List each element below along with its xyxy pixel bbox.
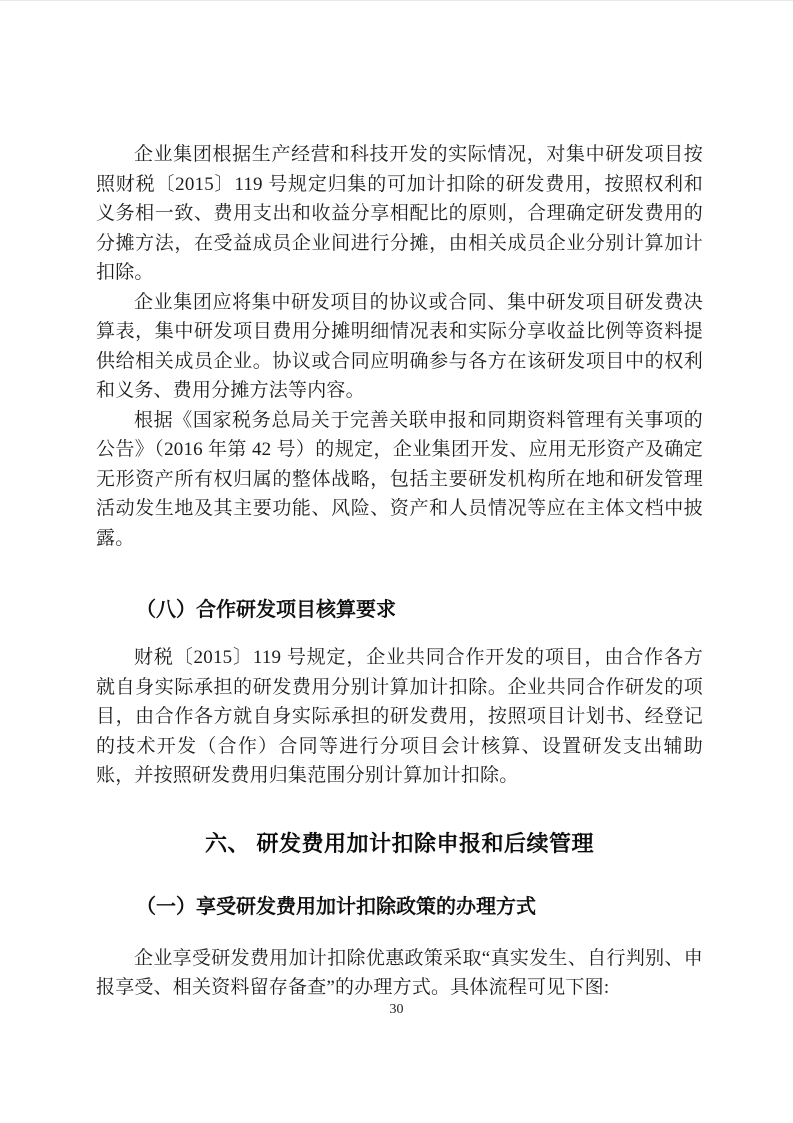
section-heading-1-filing-method: （一）享受研发费用加计扣除政策的办理方式 (136, 895, 536, 918)
paragraph-centralized-rd-allocation: 企业集团根据生产经营和科技开发的实际情况，对集中研发项目按照财税〔2015〕119 号规定归集的可加计扣除的研发费用，按照权利和义务相一致、费用支出和收益分享相配比的原则，合理确定研发费用的分摊方法，在受益成员企业间进行分摊，由相关成员企业分别计算加计扣除。 (96, 144, 703, 283)
paragraph-cooperative-rd-rules: 财税〔2015〕119 号规定，企业共同合作开发的项目，由合作各方就自身实际承担的研发费用分别计算加计扣除。企业共同合作研发的项目，由合作各方就自身实际承担的研发费用，按照项目计划书、经登记的技术开发（合作）合同等进行分项目会计核算、设置研发支出辅助账，并按照研发费用归集范围分别计算加计扣除。 (96, 647, 703, 786)
section-heading-8-cooperative-rd-accounting: （八）合作研发项目核算要求 (136, 599, 396, 621)
chapter-heading-6-filing-and-management: 六、 研发费用加计扣除申报和后续管理 (204, 830, 595, 856)
paragraph-filing-method: 企业享受研发费用加计扣除优惠政策采取“真实发生、自行判别、申报享受、相关资料留存备查”的办理方式。具体流程可见下图: (96, 947, 703, 998)
page-number: 30 (389, 1002, 404, 1017)
paragraph-related-party-disclosure: 根据《国家税务总局关于完善关联申报和同期资料管理有关事项的公告》（2016 年第 42 号）的规定，企业集团开发、应用无形资产及确定无形资产所有权归属的整体战略，包括主要研发机构所在地和研发管理活动发生地及其主要功能、风险、资产和人员情况等应在主体文档中披露。 (96, 409, 703, 549)
paragraph-group-materials: 企业集团应将集中研发项目的协议或合同、集中研发项目研发费决算表，集中研发项目费用分摊明细情况表和实际分享收益比例等资料提供给相关成员企业。协议或合同应明确参与各方在该研发项目中的权利和义务、费用分摊方法等内容。 (96, 291, 703, 401)
page-content (96, 140, 703, 1003)
